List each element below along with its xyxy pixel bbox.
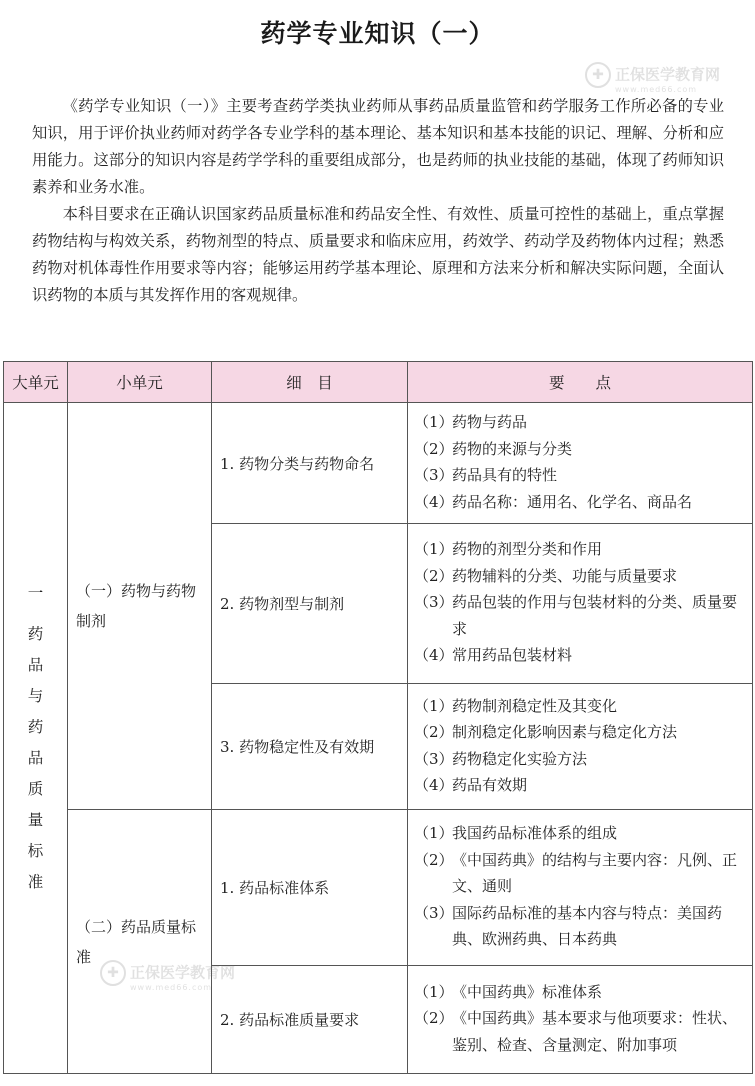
list-item: （1） 药物制剂稳定性及其变化 (414, 696, 618, 715)
points-cell (408, 684, 753, 810)
list-item: （2） 《中国药典》的结构与主要内容：凡例、正文、通则 (414, 850, 738, 896)
table-header-row (4, 362, 753, 403)
points-cell (408, 403, 753, 524)
header-detail: 细 目 (212, 362, 408, 403)
list-item: （4） 常用药品包装材料 (414, 646, 573, 665)
list-item: （4） 药品名称：通用名、化学名、商品名 (414, 492, 693, 511)
header-sub-unit: 小单元 (68, 362, 212, 403)
list-item: （1） 我国药品标准体系的组成 (414, 824, 618, 843)
list-item: （2） 药物辅料的分类、功能与质量要求 (414, 566, 678, 585)
points-cell (408, 524, 753, 684)
list-item: （3） 药品包装的作用与包装材料的分类、质量要求 (414, 593, 738, 638)
detail-cell: 3. 药物稳定性及有效期 (212, 684, 408, 810)
points-cell (408, 810, 753, 966)
sub-unit-cell: （二）药品质量标准 (68, 810, 212, 1074)
detail-cell: 2. 药品标准质量要求 (212, 966, 408, 1074)
detail-cell: 2. 药物剂型与制剂 (212, 524, 408, 684)
sub-unit-cell: （一）药物与药物制剂 (68, 403, 212, 810)
list-item: （3） 药物稳定化实验方法 (414, 749, 588, 768)
watermark-logo: ✚ 正保医学教育网 www.med66.com (585, 62, 720, 94)
watermark-logo: ✚ 正保医学教育网 www.med66.com (100, 960, 235, 992)
header-major-unit: 大单元 (4, 362, 68, 403)
page-title: 药学专业知识（一） (260, 19, 495, 48)
table-row (4, 810, 753, 966)
syllabus-table (3, 361, 753, 1074)
list-item: （1） 药物的剂型分类和作用 (414, 540, 603, 559)
list-item: （4） 药品有效期 (414, 776, 528, 794)
points-cell (408, 966, 753, 1074)
watermark-cross-icon: ✚ (585, 62, 611, 88)
intro-text (32, 93, 724, 309)
header-key-points: 要 点 (408, 362, 753, 403)
major-unit-cell (4, 403, 68, 1074)
list-item: （1） 《中国药典》标准体系 (414, 982, 603, 1001)
detail-cell: 1. 药品标准体系 (212, 810, 408, 966)
list-item: （1） 药物与药品 (414, 413, 528, 431)
watermark-cross-icon: ✚ (100, 960, 126, 986)
list-item: （2） 药物的来源与分类 (414, 439, 573, 458)
detail-cell: 1. 药物分类与药物命名 (212, 403, 408, 524)
list-item: （2） 《中国药典》基本要求与他项要求：性状、鉴别、检查、含量测定、附加事项 (414, 1009, 738, 1054)
intro-paragraph: 《药学专业知识（一）》主要考查药学类执业药师从事药品质量监管和药学服务工作所必备的专业知识，用于评价执业药师对药学各专业学科的基本理论、基本知识和基本技能的识记、理解、分析和应用能力。这部分的知识内容是药学学科的重要组成部分，也是药师的执业技能的基础，体现了药师知识素养和业务水准。 (32, 97, 724, 196)
list-item: （3） 国际药品标准的基本内容与特点：美国药典、欧洲药典、日本药典 (414, 903, 723, 949)
table-row (4, 403, 753, 524)
major-unit-label: 一 药 品 与 药 品 质 量 标 准 (27, 584, 44, 891)
list-item: （3） 药品具有的特性 (414, 466, 558, 484)
intro-paragraph: 本科目要求在正确认识国家药品质量标准和药品安全性、有效性、质量可控性的基础上，重点掌握药物结构与构效关系，药物剂型的特点、质量要求和临床应用，药效学、药动学及药物体内过程；熟悉药物对机体毒性作用要求等内容；能够运用药学基本理论、原理和方法来分析和解决实际问题，全面认识药物的本质与其发挥作用的客观规律。 (32, 205, 724, 304)
list-item: （2） 制剂稳定化影响因素与稳定化方法 (414, 723, 678, 741)
